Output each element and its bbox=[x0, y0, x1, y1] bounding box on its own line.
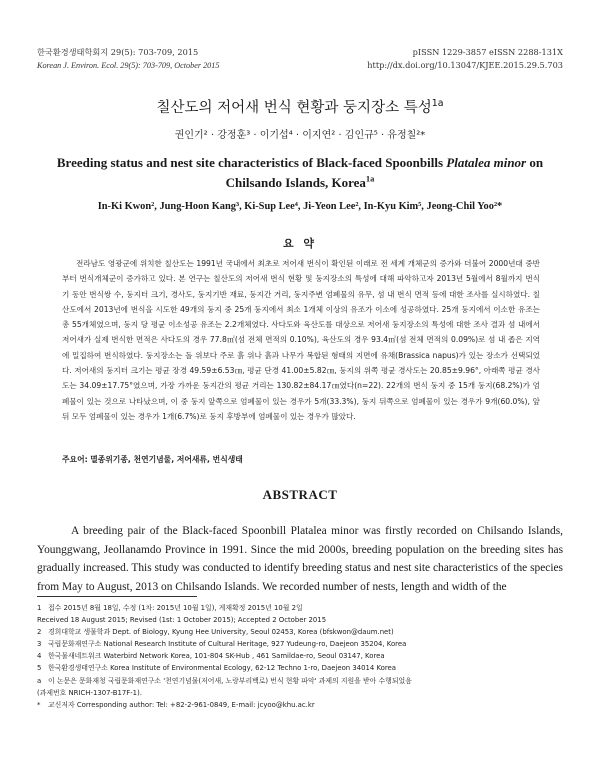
footnote-text: 국립문화재연구소 National Research Institute of Cultural Heritage, 927 Yudeung-ro, Daejeon 35204, Korea bbox=[48, 640, 407, 649]
abstract-english-text: A breeding pair of the Black-faced Spoonbill Platalea minor was firstly recorded on Chilsando Islands, Younggwang, Jeollanamdo Province in 1991. Since the mid 2000s, breeding population on the breeding sites has gradually increased. This study was conducted to identify breeding status and nest site characteristics of the species from May to August, 2013 on Chilsando Islands. We recorded number of nests, length and width of the bbox=[37, 525, 563, 593]
journal-identifiers bbox=[367, 46, 563, 72]
abstract-english bbox=[37, 522, 563, 596]
footnote-text: 경희대학교 생물학과 Dept. of Biology, Kyung Hee University, Seoul 02453, Korea (bfskwon@daum.net) bbox=[48, 628, 394, 637]
footnote-mark: 3 bbox=[37, 640, 42, 649]
journal-citation-ko: 한국환경생태학회지 29(5): 703-709, 2015 bbox=[37, 47, 199, 57]
footnote-mark: a bbox=[37, 676, 42, 685]
footnote-mark: 4 bbox=[37, 652, 42, 661]
footnote-divider bbox=[37, 596, 197, 597]
summary-korean-text: 전라남도 영광군에 위치한 칠산도는 1991년 국내에서 최초로 저어새 번식이 확인된 이래로 전 세계 개체군의 증가와 더불어 2000년대 중반부터 번식개체군이 증가하고 있다. 본 연구는 칠산도의 저어새 번식 현황 및 둥지장소의 특성에 대해 파악하고자 2013년 5월에서 8월까지 번식기 동안 번식쌍 수, 둥지터 크기, 경사도, 둥지기반 재료, 둥지간 거리, 둥지주변 엄폐물의 유무, 섬 내 번식 면적 등에 대한 조사를 실시하였다. 칠산도에서 2013년에 번식을 시도한 49개의 둥지 중 25개 둥지에서 최소 1개체 이상의 유조가 이소에 성공하였다. 25개 둥지에서 이소한 유조는 총 55개체였으며, 둥지 당 평균 이소성공 유조는 2.2개체였다. 사다도와 육산도를 대상으로 저어새 둥지장소의 특성에 대한 조사 결과 섬 내에서 저어새가 실제 번식한 면적은 사다도의 경우 77.8㎡(섬 전체 면적의 0.10%), 육산도의 경우 93.4㎡(섬 전체 면적의 0.09%)로 섬 내 좁은 지역에 밀집하여 번식하였다. 둥지장소는 돌 위보다 주로 흙 위나 흙과 나무가 복합된 형태의 지면에 유채(Brassica napus)가 있는 장소가 선택되었다. 저어새의 둥지터 크기는 평균 장경 49.59±6.53㎝, 평균 단경 41.00±5.82㎝, 둥지의 위쪽 평균 경사도는 20.85±9.96°, 아래쪽 평균 경사도는 34.09±17.75°였으며, 가장 가까운 둥지간의 평균 거리는 130.82±84.17㎝였다(n=22). 22개의 번식 둥지 중 15개 둥지(68.2%)가 엄폐물이 있는 것으로 나타났으며, 이 중 둥지 앞쪽으로 엄폐물이 있는 경우가 5개(33.3%), 둥지 뒤쪽으로 엄폐물이 있는 경우가 9개(60.0%), 앞뒤 모두 엄폐물이 있는 경우가 1개(6.7%)로 둥지 후방부에 엄폐물이 있는 경우가 많았다. bbox=[62, 259, 540, 421]
issn: pISSN 1229-3857 eISSN 2288-131X bbox=[412, 47, 563, 57]
footnote-funding bbox=[37, 675, 567, 687]
footnote-text: 접수 2015년 8월 18일, 수정 (1차: 2015년 10월 1일), 게재확정 2015년 10월 2일 bbox=[48, 604, 303, 612]
footnote-text: Received 18 August 2015; Revised (1st: 1 October 2015); Accepted 2 October 2015 bbox=[37, 616, 327, 625]
title-english-footnote-mark: 1a bbox=[365, 173, 375, 184]
journal-citation bbox=[37, 46, 219, 72]
summary-korean bbox=[62, 256, 540, 424]
footnote-text: (과제번호 NRICH-1307-B17F-1). bbox=[37, 688, 142, 697]
footnote-affiliation-5 bbox=[37, 662, 567, 674]
footnote-corresponding bbox=[37, 699, 567, 711]
footnote-text: 한국물새네트워크 Waterbird Network Korea, 101-804 SK-Hub , 461 Samildae-ro, Seoul 03147, Korea bbox=[48, 652, 385, 661]
footnote-mark: * bbox=[37, 700, 41, 709]
title-korean bbox=[0, 96, 600, 117]
title-english-species: Platalea minor bbox=[446, 155, 527, 170]
authors-english: In-Ki Kwon², Jung-Hoon Kang³, Ki-Sup Lee⁴, Ji-Yeon Lee², In-Kyu Kim⁵, Jeong-Chil Yoo²* bbox=[97, 201, 503, 212]
footnote-mark: 5 bbox=[37, 664, 42, 673]
title-english-line2: Chilsando Islands, Korea bbox=[225, 175, 366, 190]
keywords-list: 멸종위기종, 천연기념물, 저어새류, 번식생태 bbox=[90, 455, 243, 464]
title-korean-footnote-mark: 1a bbox=[431, 98, 444, 110]
authors-korean: 권인기² · 강정훈³ · 이기섭⁴ · 이지연² · 김인규⁵ · 유정칠²* bbox=[174, 130, 426, 141]
title-korean-text: 칠산도의 저어새 번식 현황과 둥지장소 특성 bbox=[156, 100, 432, 116]
title-english-on: on bbox=[529, 155, 544, 170]
footnote-mark: 2 bbox=[37, 628, 42, 637]
summary-heading: 요 약 bbox=[282, 237, 318, 250]
footnotes bbox=[37, 602, 567, 711]
keywords-label: 주요어: bbox=[62, 455, 88, 464]
footnote-mark: 1 bbox=[37, 604, 42, 612]
footnote-affiliation-4 bbox=[37, 650, 567, 662]
keywords bbox=[62, 454, 243, 465]
abstract-heading: ABSTRACT bbox=[262, 487, 338, 502]
footnote-text: 교신저자 Corresponding author: Tel: +82-2-961-0849, E-mail: jcyoo@khu.ac.kr bbox=[48, 700, 315, 709]
title-english bbox=[50, 153, 550, 193]
footnote-received-en bbox=[37, 614, 567, 626]
title-english-line1: Breeding status and nest site characteristics of Black-faced Spoonbills bbox=[56, 155, 444, 170]
doi-link[interactable]: http://dx.doi.org/10.13047/KJEE.2015.29.5.703 bbox=[367, 60, 563, 70]
footnote-text: 이 논문은 문화재청 국립문화재연구소 '천연기념물(저어새, 노랑부리백로) 번식 현황 파악' 과제의 지원을 받아 수행되었음 bbox=[48, 676, 412, 685]
footnote-affiliation-3 bbox=[37, 638, 567, 650]
footnote-received bbox=[37, 602, 567, 614]
footnote-funding-cont bbox=[37, 687, 567, 699]
footnote-text: 한국환경생태연구소 Korea Institute of Environmental Ecology, 62-12 Techno 1-ro, Daejeon 34014 Korea bbox=[48, 664, 397, 673]
journal-citation-en: Korean J. Environ. Ecol. 29(5): 703-709, October 2015 bbox=[37, 61, 220, 70]
footnote-affiliation-2 bbox=[37, 626, 567, 638]
